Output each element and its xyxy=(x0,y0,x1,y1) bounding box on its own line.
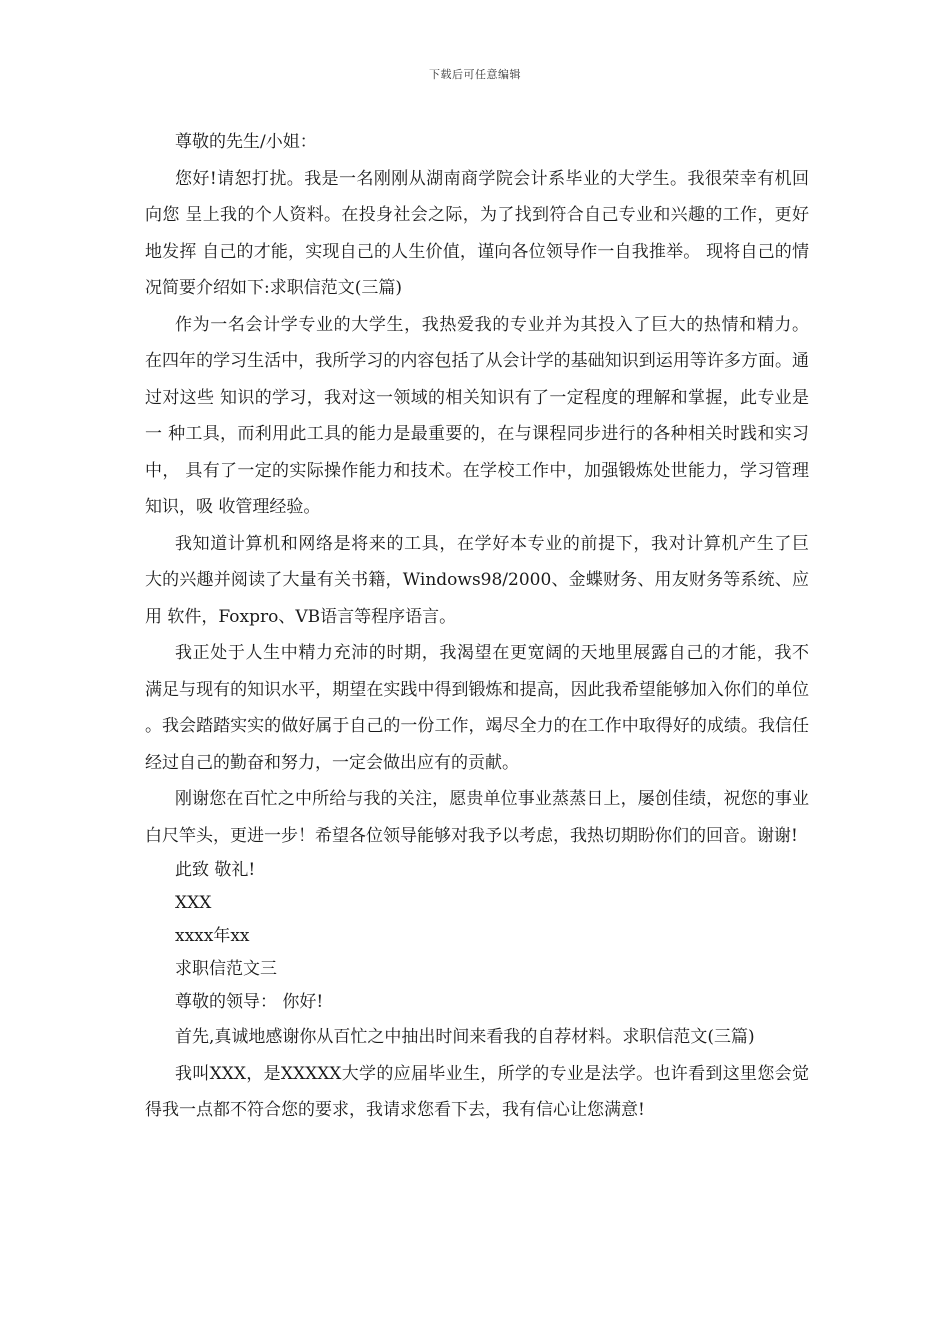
salutation: 尊敬的先生/小姐： xyxy=(175,132,317,152)
paragraph-self-intro: 我叫XXX，是XXXXX大学的应届毕业生，所学的专业是法学。也许看到这里您会觉得我一点都不符合您的要求，我请求您看下去，我有信心让您满意! xyxy=(145,1063,809,1120)
section-title: 求职信范文三 xyxy=(175,959,277,979)
closing-regards: 此致 敬礼! xyxy=(175,860,256,880)
paragraph-major: 作为一名会计学专业的大学生，我热爱我的专业并为其投入了巨大的热情和精力。 在四年的学习生活中，我所学习的内容包括了从会计学的基础知识到运用等许多方面。通 过对这些 知识的学习，我对这一领域的相关知识有了一定程度的理解和掌握，此专业是一 种工具，而利用此工具的能力是最重要的，在与课程同步进行的各种相关时践和实习中， 具有了一定的实际操作能力和技术。在学校工作中，加强锻炼处世能力，学习管理知识，吸 收管理经验。 xyxy=(145,314,809,517)
paragraph-intro: 您好!请恕打扰。我是一名刚刚从湖南商学院会计系毕业的大学生。我很荣幸有机回向您 呈上我的个人资料。在投身社会之际，为了找到符合自己专业和兴趣的工作，更好地发挥 自己的才能，实现自己的人生价值，谨向各位领导作一自我推举。 现将自己的情况简要介绍如下:求职信范文(三篇) xyxy=(145,168,809,298)
paragraph-first-thanks: 首先,真诚地感谢你从百忙之中抽出时间来看我的自荐材料。求职信范文(三篇) xyxy=(175,1027,755,1047)
letter-body xyxy=(145,124,809,1129)
page-header: 下载后可任意编辑 xyxy=(429,68,521,81)
paragraph-computer: 我知道计算机和网络是将来的工具，在学好本专业的前提下，我对计算机产生了巨 大的兴趣并阅读了大量有关书籍，Windows98/2000、金蝶财务、用友财务等系统、应用 软件，Foxpro、VB语言等程序语言。 xyxy=(145,533,809,627)
salutation-2: 尊敬的领导： 你好! xyxy=(175,992,324,1012)
paragraph-thanks: 刚谢您在百忙之中所给与我的关注，愿贵单位事业蒸蒸日上，屡创佳绩，祝您的事业 白尺竿头，更进一步！希望各位领导能够对我予以考虑，我热切期盼你们的回音。谢谢! xyxy=(145,789,809,846)
paragraph-ambition: 我正处于人生中精力充沛的时期，我渴望在更宽阔的天地里展露自己的才能，我不 满足与现有的知识水平，期望在实践中得到锻炼和提高，因此我希望能够加入你们的单位 。我会踏踏实实的做好属于自己的一份工作，竭尽全力的在工作中取得好的成绩。我信任 经过自己的勤奋和努力，一定会做出应有的贡献。 xyxy=(145,643,809,773)
signature-date: xxxx年xx xyxy=(175,926,250,946)
signature-name: XXX xyxy=(175,893,212,913)
